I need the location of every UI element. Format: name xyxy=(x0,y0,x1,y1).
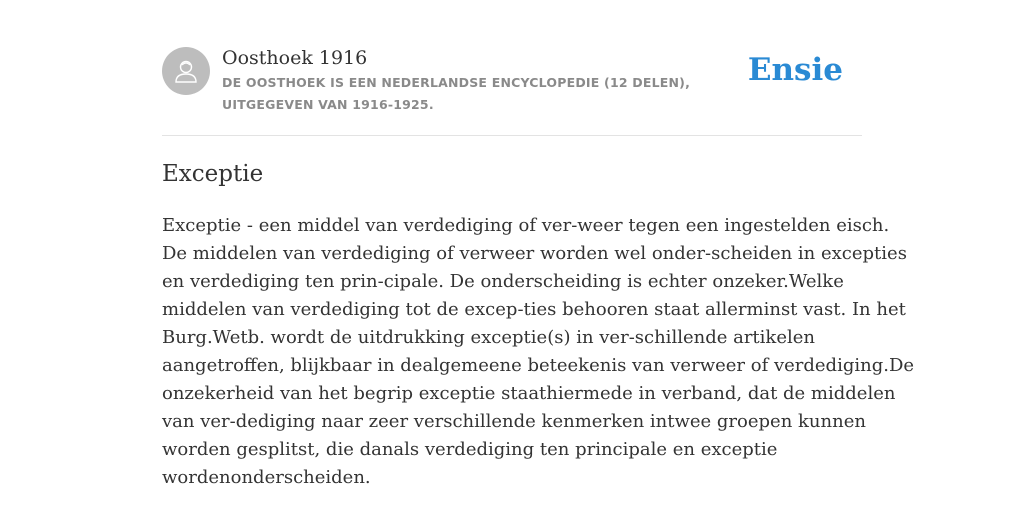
source-description: DE OOSTHOEK IS EEN NEDERLANDSE ENCYCLOPEDIE (12 DELEN), UITGEGEVEN VAN 1916-1925. xyxy=(222,75,691,112)
entry-body xyxy=(162,212,915,492)
source-title[interactable]: Oosthoek 1916 xyxy=(222,47,368,69)
entry-line: en verdediging ten prin-cipale. De onderscheiding is echter onzeker.Welke xyxy=(162,271,844,292)
source-header xyxy=(162,46,862,116)
ensie-logo[interactable]: Ensie xyxy=(747,52,843,88)
entry-line: Exceptie - een middel van verdediging of ver-weer tegen een ingestelden eisch. xyxy=(162,215,890,236)
entry-line: van ver-dediging naar zeer verschillende kenmerken intwee groepen kunnen xyxy=(162,411,866,432)
entry-line: middelen van verdediging tot de excep-ties behooren staat allerminst vast. In het xyxy=(162,299,906,320)
avatar[interactable] xyxy=(162,47,210,95)
header-divider xyxy=(162,135,862,136)
entry-line: aangetroffen, blijkbaar in dealgemeene beteekenis van verweer of verdediging.De xyxy=(162,355,915,376)
entry-line: onzekerheid van het begrip exceptie staathiermede in verband, dat de middelen xyxy=(162,383,896,404)
entry-line: wordenonderscheiden. xyxy=(162,467,371,488)
entry-line: Burg.Wetb. wordt de uitdrukking exceptie(s) in ver-schillende artikelen xyxy=(162,327,815,348)
entry-line: De middelen van verdediging of verweer worden wel onder-scheiden in excepties xyxy=(162,243,907,264)
entry-line: worden gesplitst, die danals verdediging ten principale en exceptie xyxy=(162,439,778,460)
entry-title: Exceptie xyxy=(162,161,264,187)
user-icon xyxy=(172,57,200,85)
